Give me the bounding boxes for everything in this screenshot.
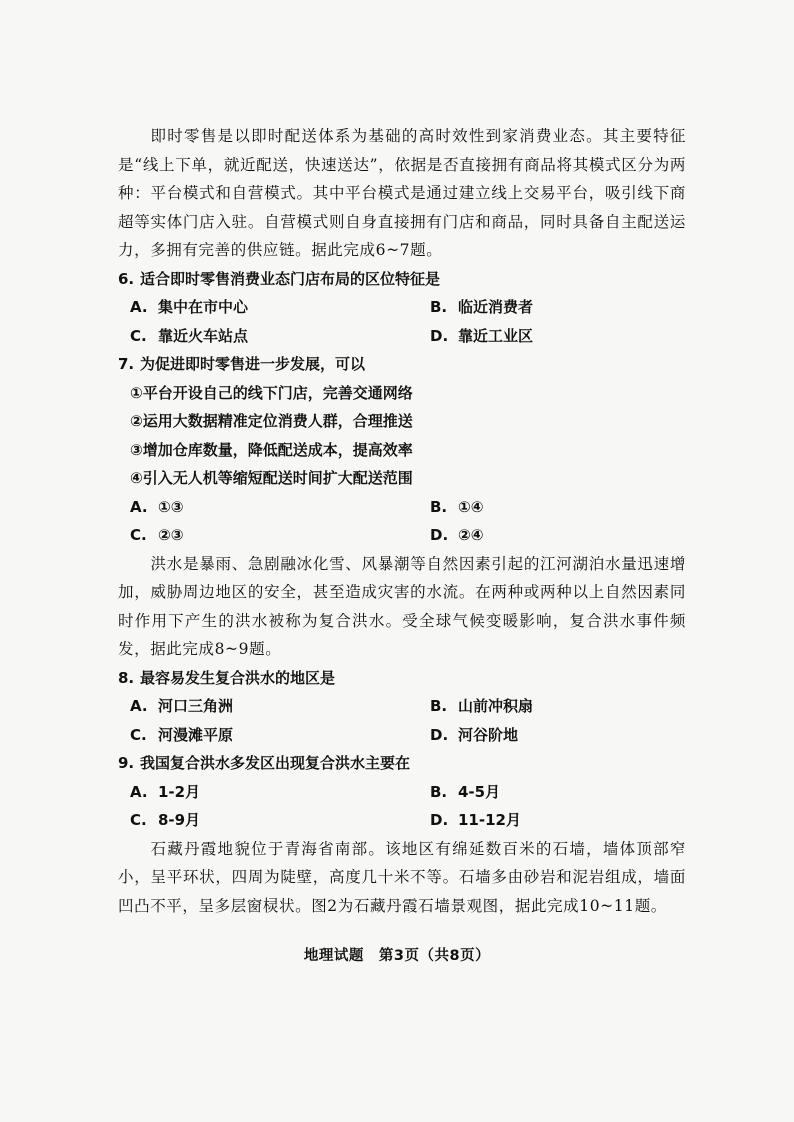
question-9-options	[130, 778, 686, 835]
option-text: 11-12月	[458, 811, 521, 829]
option-letter: A.	[130, 298, 148, 316]
option-text: 临近消费者	[458, 298, 534, 316]
option-d[interactable]	[430, 322, 630, 351]
option-b[interactable]	[430, 778, 630, 807]
page-footer: 地理试题 第3页（共8页）	[303, 948, 491, 964]
question-9	[118, 749, 686, 835]
option-letter: C.	[130, 811, 147, 829]
question-text: 最容易发生复合洪水的地区是	[140, 668, 336, 687]
question-8-stem	[118, 664, 686, 693]
option-text: 4-5月	[458, 782, 501, 801]
question-text: 适合即时零售消费业态门店布局的区位特征是	[140, 269, 441, 288]
question-number: 9.	[118, 754, 135, 772]
option-text: 靠近火车站点	[158, 326, 249, 345]
question-number: 6.	[118, 269, 135, 288]
option-d[interactable]	[430, 721, 630, 750]
option-letter: B.	[430, 298, 448, 316]
option-text: ①④	[458, 497, 484, 516]
option-c[interactable]	[130, 806, 430, 835]
question-8	[118, 664, 686, 750]
option-letter: B.	[430, 697, 448, 715]
option-c[interactable]	[130, 521, 430, 550]
option-letter: A.	[130, 782, 148, 801]
option-letter: D.	[430, 725, 449, 744]
option-d[interactable]	[430, 806, 630, 835]
option-text: 1-2月	[158, 782, 201, 801]
option-b[interactable]	[430, 692, 630, 721]
option-b[interactable]	[430, 493, 630, 522]
option-letter: D.	[430, 526, 449, 544]
option-c[interactable]	[130, 322, 430, 351]
option-text: ②③	[158, 526, 184, 544]
question-6	[118, 265, 686, 351]
option-text: 河口三角洲	[158, 697, 234, 715]
option-letter: B.	[430, 782, 448, 801]
question-8-options	[130, 692, 686, 749]
option-text: 8-9月	[158, 811, 201, 829]
option-letter: D.	[430, 326, 449, 345]
option-letter: B.	[430, 497, 448, 516]
passage-compound-flood: 洪水是暴雨、急剧融冰化雪、风暴潮等自然因素引起的江河湖泊水量迅速增加，威胁周边地区的安全，甚至造成灾害的水流。在两种或两种以上自然因素同时作用下产生的洪水被称为复合洪水。受全球气候变暖影响，复合洪水事件频发，据此完成8~9题。	[118, 554, 686, 658]
option-a[interactable]	[130, 778, 430, 807]
statement-3: ③增加仓库数量，降低配送成本，提高效率	[130, 440, 413, 459]
option-letter: C.	[130, 326, 147, 345]
statement-4: ④引入无人机等缩短配送时间扩大配送范围	[130, 469, 413, 487]
question-number: 7.	[118, 355, 135, 373]
option-letter: A.	[130, 497, 148, 516]
question-text: 我国复合洪水多发区出现复合洪水主要在	[140, 754, 411, 772]
question-number: 8.	[118, 668, 135, 687]
question-6-options	[130, 293, 686, 350]
question-text: 为促进即时零售进一步发展，可以	[140, 355, 366, 373]
option-text: 集中在市中心	[158, 298, 249, 316]
passage-instant-retail: 即时零售是以即时配送体系为基础的高时效性到家消费业态。其主要特征是“线上下单，就近配送，快速送达”，依据是否直接拥有商品将其模式区分为两种：平台模式和自营模式。其中平台模式是通过建立线上交易平台，吸引线下商超等实体门店入驻。自营模式则自身直接拥有门店和商品，同时具备自主配送运力，多拥有完善的供应链。据此完成6~7题。	[118, 127, 686, 259]
option-text: ①③	[158, 497, 184, 516]
option-letter: C.	[130, 725, 147, 744]
question-9-stem	[118, 749, 686, 778]
option-a[interactable]	[130, 293, 430, 322]
option-a[interactable]	[130, 692, 430, 721]
question-7-options	[130, 493, 686, 550]
option-b[interactable]	[430, 293, 630, 322]
option-letter: D.	[430, 811, 449, 829]
passage-danxia: 石藏丹霞地貌位于青海省南部。该地区有绵延数百米的石墙，墙体顶部窄小，呈平环状，四周为陡壁，高度几十米不等。石墙多由砂岩和泥岩组成，墙面凹凸不平，呈多层窗棂状。图2为石藏丹霞石墙景观图，据此完成10~11题。	[118, 839, 686, 915]
option-text: 河漫滩平原	[158, 725, 234, 744]
option-text: 靠近工业区	[458, 326, 534, 345]
question-7	[118, 350, 686, 550]
option-text: 山前冲积扇	[458, 697, 534, 715]
option-letter: A.	[130, 697, 148, 715]
option-d[interactable]	[430, 521, 630, 550]
question-6-stem	[118, 265, 686, 294]
option-text: 河谷阶地	[458, 725, 519, 744]
option-c[interactable]	[130, 721, 430, 750]
statement-1: ①平台开设自己的线下门店，完善交通网络	[130, 383, 413, 402]
option-letter: C.	[130, 526, 147, 544]
option-a[interactable]	[130, 493, 430, 522]
statement-2: ②运用大数据精准定位消费人群，合理推送	[130, 412, 413, 430]
question-7-stem	[118, 350, 686, 379]
option-text: ②④	[458, 526, 484, 544]
